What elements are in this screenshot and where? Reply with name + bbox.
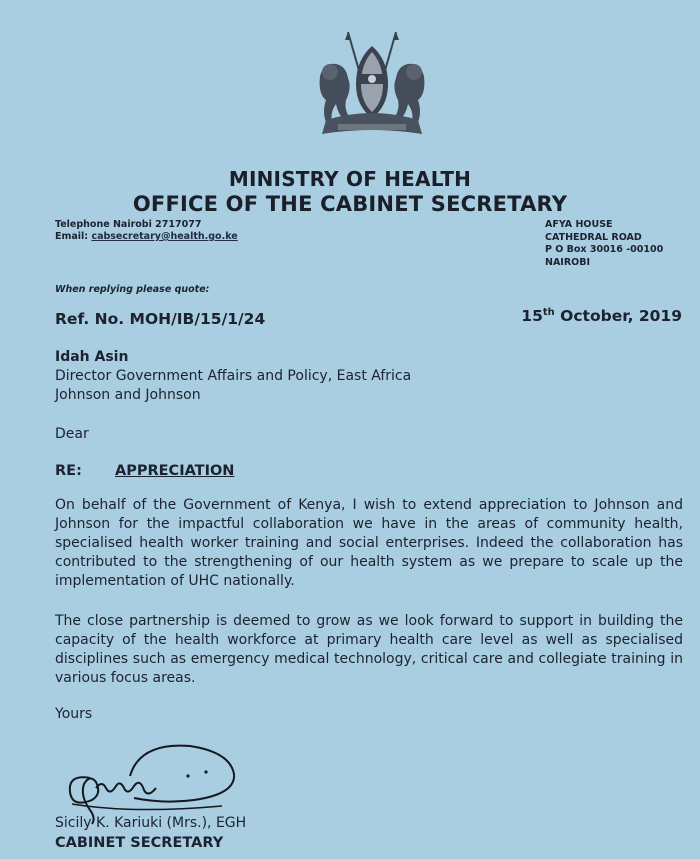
letter-date xyxy=(521,307,682,325)
subject-line xyxy=(55,463,234,479)
address-line: AFYA HOUSE xyxy=(545,219,613,230)
address-line: CATHEDRAL ROAD xyxy=(545,231,642,243)
date-day: 15 xyxy=(521,307,543,326)
address-line: NAIROBI xyxy=(545,256,591,268)
date-month-year: October, 2019 xyxy=(560,307,682,326)
coat-of-arms-emblem xyxy=(308,28,436,140)
email-label: Email: xyxy=(55,231,89,242)
recipient-name: Idah Asin xyxy=(55,349,129,365)
office-name: OFFICE OF THE CABINET SECRETARY xyxy=(132,192,568,216)
re-label: RE: xyxy=(55,463,82,479)
email-link[interactable]: cabsecretary@health.go.ke xyxy=(91,231,238,242)
body-paragraph: On behalf of the Government of Kenya, I wish to extend appreciation to Johnson and Johnson for the impactful collaboration we have in the areas of community health, specialised health worker training and social enterprises. Indeed the collaboration has contributed to the strengthening of our health system as we prepare to scale up the implementation of UHC nationally. xyxy=(55,497,683,589)
recipient-organization: Johnson and Johnson xyxy=(55,387,201,403)
recipient-title: Director Government Affairs and Policy, East Africa xyxy=(55,368,412,384)
email-line xyxy=(55,231,238,243)
reference-number: Ref. No. MOH/IB/15/1/24 xyxy=(55,310,266,328)
telephone-line: Telephone Nairobi 2717077 xyxy=(55,219,202,230)
recipient-block xyxy=(55,348,411,405)
ministry-name: MINISTRY OF HEALTH xyxy=(228,167,472,191)
signatory-title: CABINET SECRETARY xyxy=(55,835,224,851)
signatory-name: Sicily K. Kariuki (Mrs.), EGH xyxy=(55,815,247,831)
contact-details xyxy=(55,219,238,243)
subject-text: APPRECIATION xyxy=(115,463,235,479)
closing: Yours xyxy=(55,706,93,722)
body-paragraph: The close partnership is deemed to grow as we look forward to support in building the capacity of the health workforce at primary health care level as well as specialised disciplines such as emergency medical technology, critical care and collegiate training in various focus areas. xyxy=(55,613,683,686)
address-line: P O Box 30016 -00100 xyxy=(545,244,664,255)
reply-quote-note: When replying please quote: xyxy=(55,284,210,295)
postal-address xyxy=(545,219,663,269)
date-suffix: th xyxy=(542,307,555,318)
salutation: Dear xyxy=(55,426,89,442)
